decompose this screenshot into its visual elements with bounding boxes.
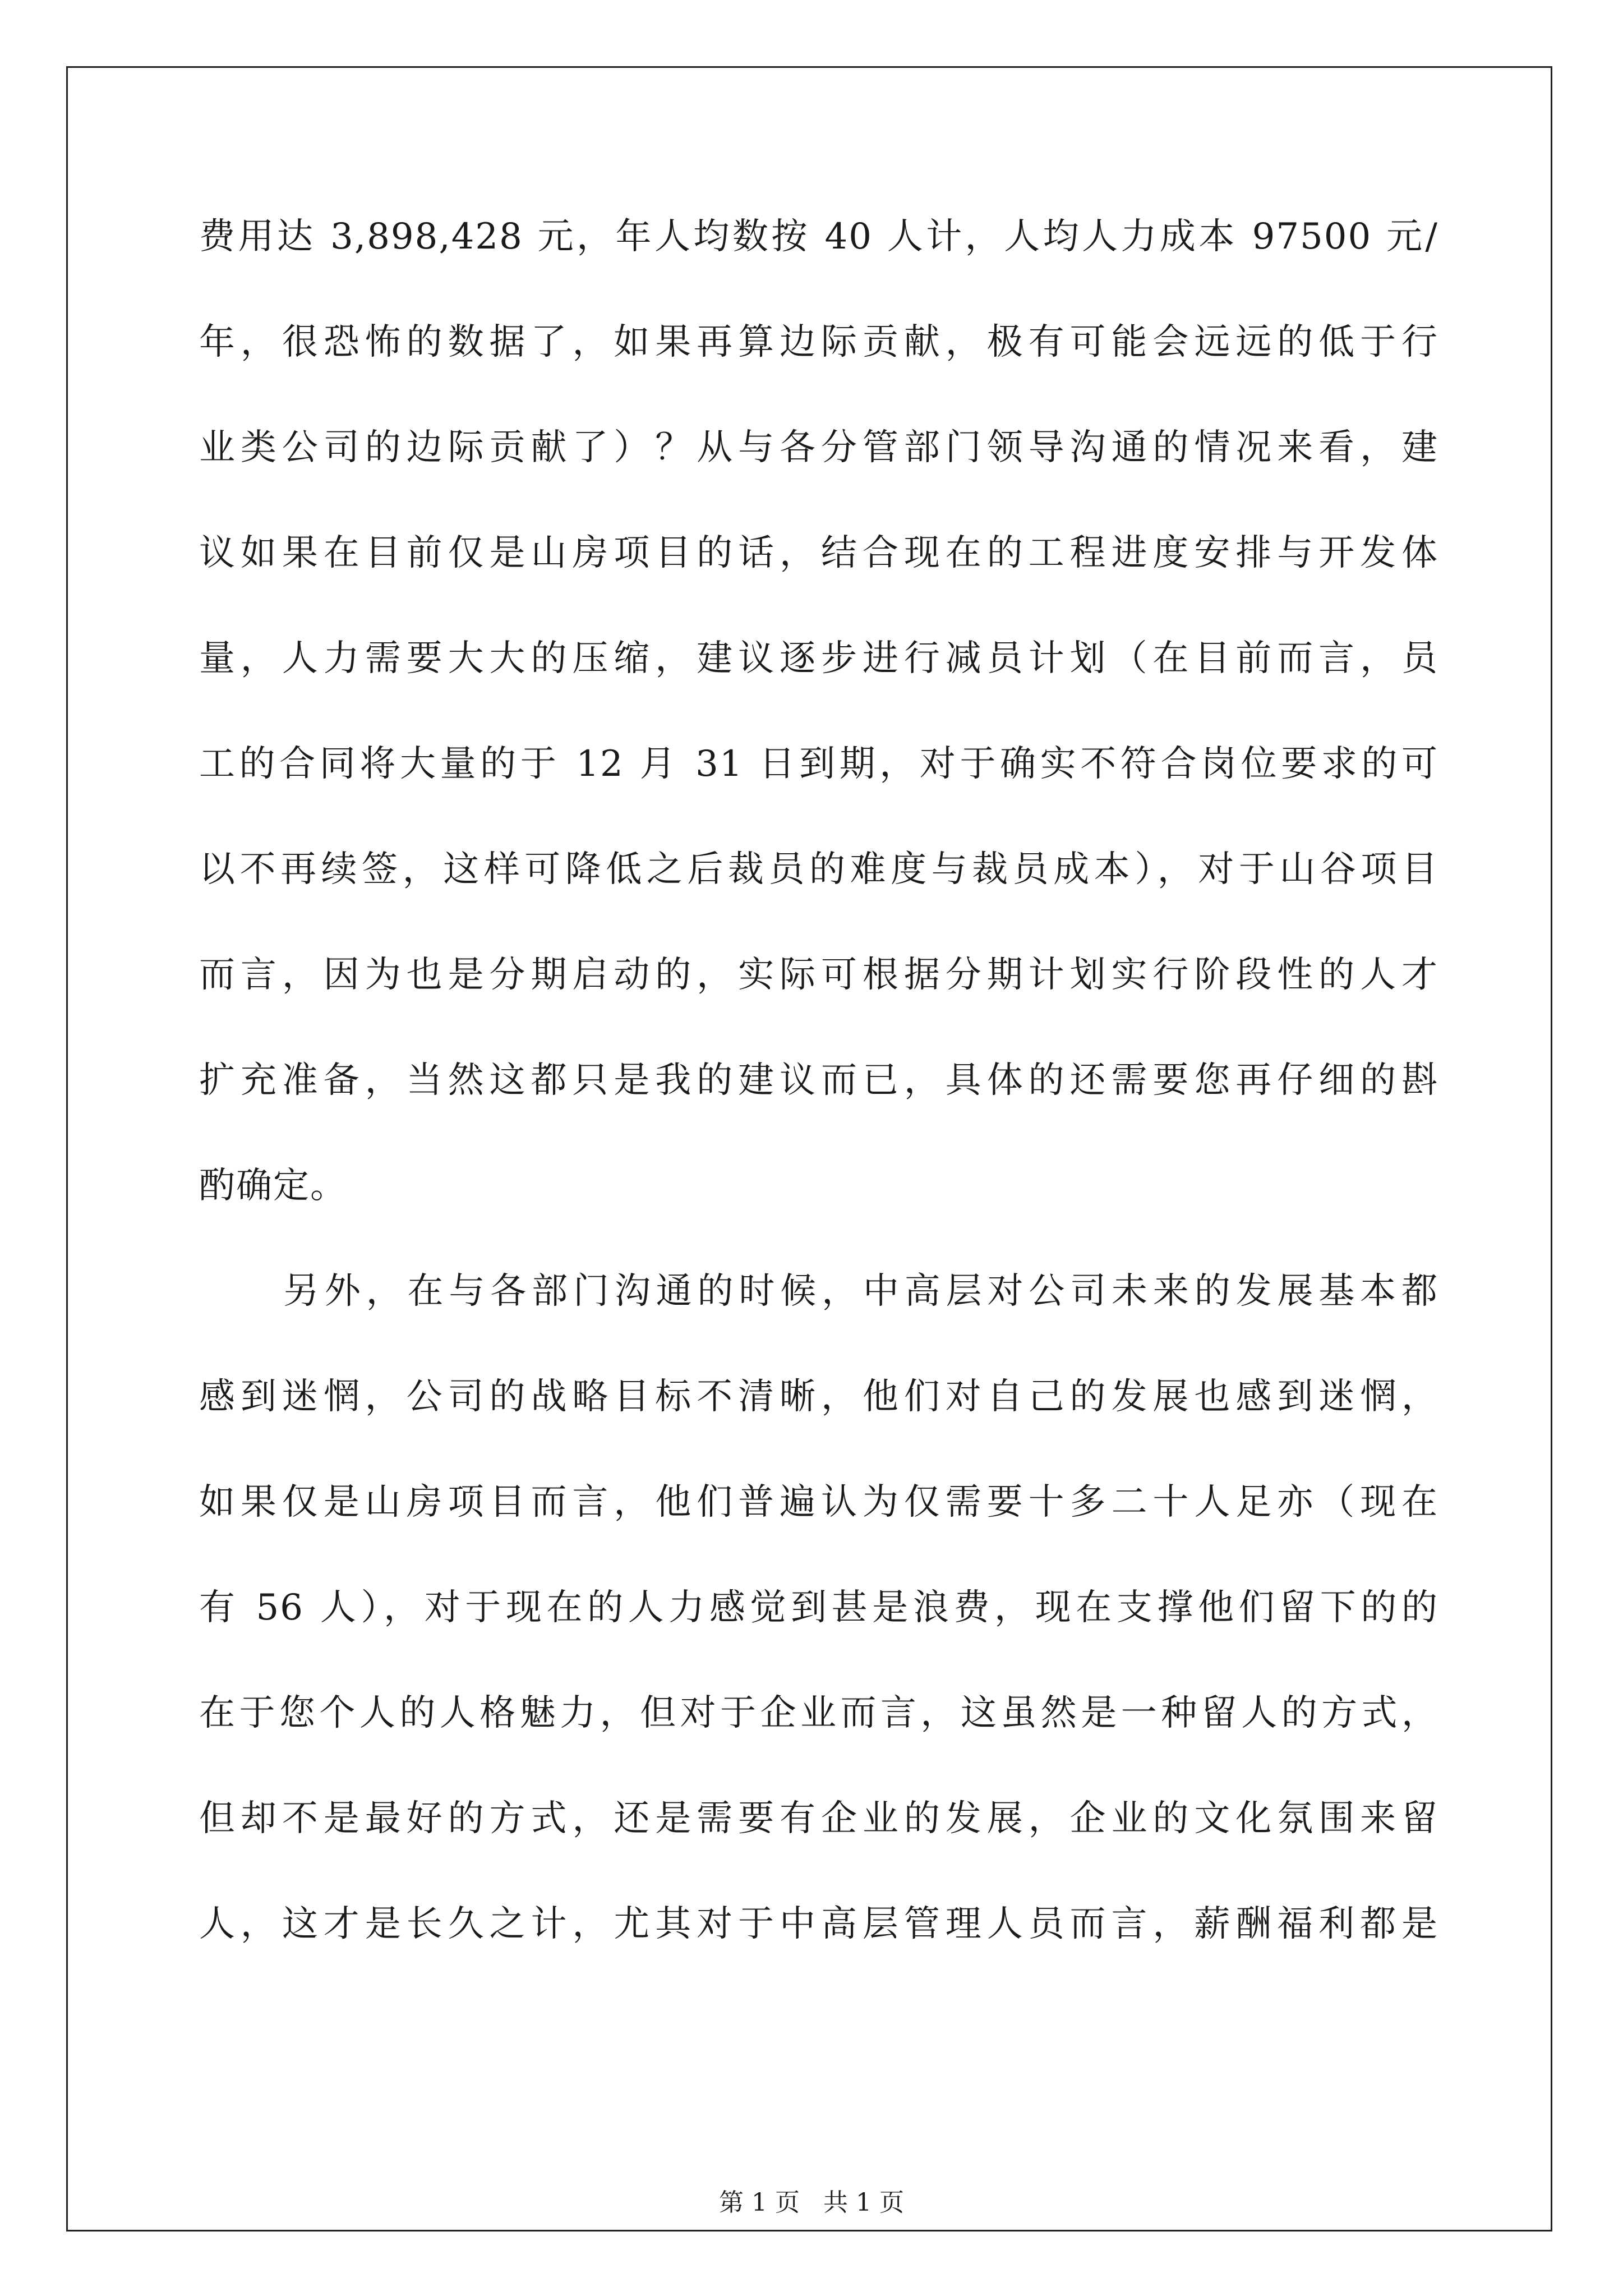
text-line-4: 议如果在目前仅是山房项目的话，结合现在的工程进度安排与开发体 — [199, 532, 1438, 574]
text-line-5: 量，人力需要大大的压缩，建议逐步进行减员计划（在目前而言，员 — [199, 638, 1438, 679]
text-line-13: 如果仅是山房项目而言，他们普遍认为仅需要十多二十人足亦（现在 — [199, 1481, 1438, 1523]
text-line-14: 有 56 人），对于现在的人力感觉到甚是浪费，现在支撑他们留下的的 — [199, 1587, 1438, 1628]
text-line-6: 工的合同将大量的于 12 月 31 日到期，对于确实不符合岗位要求的可 — [199, 743, 1438, 785]
text-line-8: 而言，因为也是分期启动的，实际可根据分期计划实行阶段性的人才 — [199, 954, 1438, 996]
page-footer — [0, 2188, 1623, 2217]
text-line-11: 另外，在与各部门沟通的时候，中高层对公司未来的发展基本都 — [283, 1271, 1438, 1312]
text-line-2: 年，很恐怖的数据了，如果再算边际贡献，极有可能会远远的低于行 — [199, 321, 1438, 363]
text-line-16: 但却不是最好的方式，还是需要有企业的发展，企业的文化氛围来留 — [199, 1798, 1438, 1839]
document-body — [199, 216, 1438, 2012]
text-line-10: 酌确定。 — [199, 1165, 347, 1207]
text-line-17: 人，这才是长久之计，尤其对于中高层管理人员而言，薪酬福利都是 — [199, 1903, 1438, 1945]
text-line-7: 以不再续签，这样可降低之后裁员的难度与裁员成本），对于山谷项目 — [199, 849, 1438, 890]
page-total: 共 1 页 — [823, 2188, 904, 2217]
text-line-15: 在于您个人的人格魅力，但对于企业而言，这虽然是一种留人的方式， — [199, 1692, 1438, 1734]
page-number: 第 1 页 — [719, 2188, 800, 2217]
text-line-1: 费用达 3,898,428 元，年人均数按 40 人计，人均人力成本 97500 元/ — [199, 216, 1438, 257]
text-line-3: 业类公司的边际贡献了）？从与各分管部门领导沟通的情况来看，建 — [199, 427, 1438, 468]
text-line-9: 扩充准备，当然这都只是我的建议而已，具体的还需要您再仔细的斟 — [199, 1060, 1438, 1101]
text-line-12: 感到迷惘，公司的战略目标不清晰，他们对自己的发展也感到迷惘， — [199, 1376, 1438, 1418]
